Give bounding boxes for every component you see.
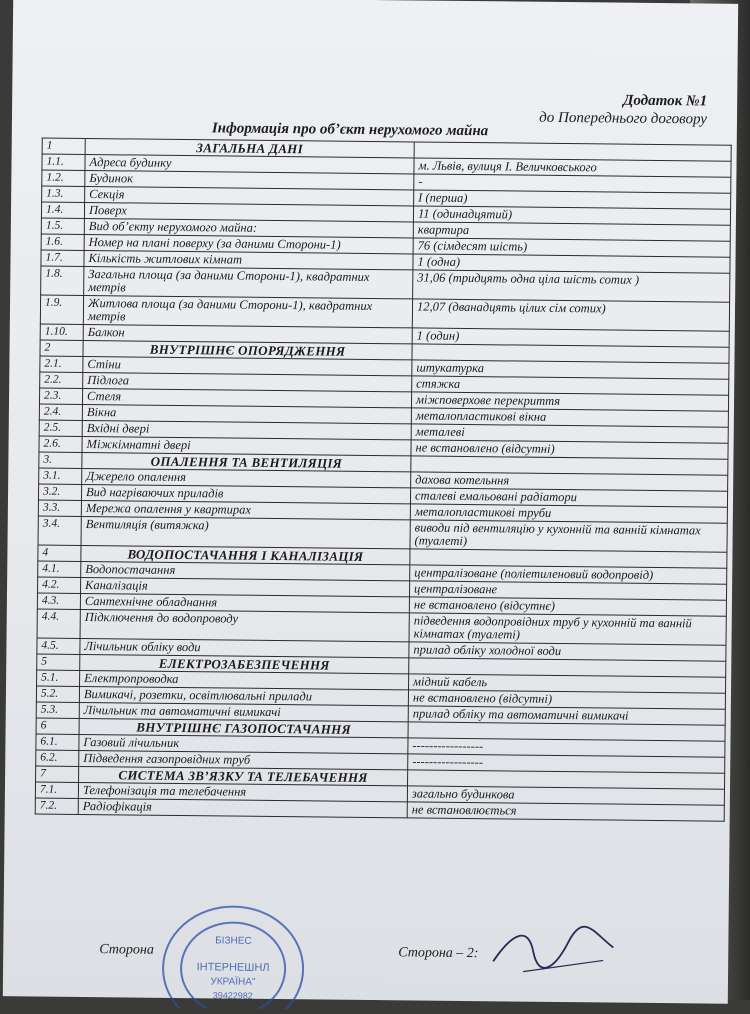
- section-number: 5: [37, 654, 80, 670]
- row-label: Підключення до водопроводу: [80, 609, 409, 641]
- row-value: 1 (один): [412, 328, 729, 347]
- row-number: 1.10.: [40, 324, 83, 340]
- row-value: 31,06 (тридцять одна ціла шість сотих ): [413, 270, 730, 302]
- row-value: стяжка: [412, 376, 729, 395]
- row-number: 4.1.: [38, 561, 81, 577]
- row-value: підведення водопровідних труб у кухонній та ванній кімнатах (туалеті): [409, 613, 726, 645]
- row-label: Підлога: [83, 372, 412, 391]
- row-label: Сантехнічне обладнання: [80, 593, 409, 612]
- row-value: 1 (одна): [413, 254, 730, 273]
- row-number: 1.6.: [41, 234, 84, 250]
- row-number: 7.2.: [35, 798, 78, 814]
- row-value: квартира: [413, 222, 730, 241]
- row-value: не встановлюється: [407, 802, 724, 821]
- row-number: 2.4.: [39, 404, 82, 420]
- row-number: 7.1.: [35, 782, 78, 798]
- party2-signature-label: Сторона – 2:: [398, 945, 479, 962]
- row-value: прилад обліку та автоматичні вимикачі: [408, 706, 725, 725]
- row-number: 2.5.: [39, 420, 82, 436]
- company-seal: [153, 898, 314, 1010]
- section-number: 4: [38, 545, 81, 561]
- row-number: 1.1.: [42, 154, 85, 170]
- row-number: 1.2.: [42, 170, 85, 186]
- row-number: 2.6.: [39, 436, 82, 452]
- row-number: 4.4.: [37, 609, 80, 638]
- row-number: 3.4.: [38, 516, 81, 545]
- row-label: Стеля: [82, 388, 411, 407]
- contract-reference: до Попереднього договору: [539, 109, 708, 128]
- row-number: 5.2.: [36, 686, 79, 702]
- section-number: 7: [36, 766, 79, 782]
- svg-text:39422982: 39422982: [212, 990, 253, 1001]
- row-number: 1.7.: [41, 250, 84, 266]
- row-number: 2.1.: [40, 356, 83, 372]
- row-label: Водопостачання: [81, 561, 410, 580]
- section-title: ЕЛЕКТРОЗАБЕЗПЕЧЕННЯ: [80, 654, 409, 673]
- section-title: СИСТЕМА ЗВ’ЯЗКУ ТА ТЕЛЕБАЧЕННЯ: [79, 766, 408, 785]
- row-label: Балкон: [83, 324, 412, 343]
- row-value: централізоване: [409, 581, 726, 600]
- row-label: Житлова площа (за даними Сторони-1), квадратних метрів: [83, 295, 412, 327]
- row-value: не встановлено (відсутнє): [409, 597, 726, 616]
- party1-signature-label: Сторона: [99, 942, 154, 958]
- row-label: Міжкімнатні двері: [82, 436, 411, 455]
- row-value: міжповерхове перекриття: [411, 392, 728, 411]
- row-number: 2.3.: [39, 388, 82, 404]
- row-value: -----------------: [408, 754, 725, 773]
- row-value: штукатурка: [412, 360, 729, 379]
- row-label: Секція: [85, 186, 414, 205]
- row-value: м. Львів, вулиця І. Величковського: [414, 158, 731, 177]
- row-number: 6.2.: [36, 750, 79, 766]
- row-label: Кількість житлових кімнат: [84, 250, 413, 269]
- row-value: -----------------: [408, 738, 725, 757]
- row-label: Стіни: [83, 356, 412, 375]
- svg-text:ІНТЕРНЕШНЛ: ІНТЕРНЕШНЛ: [196, 961, 270, 974]
- row-value: дахова котельння: [411, 472, 728, 491]
- row-label: Вікна: [82, 404, 411, 423]
- row-label: Джерело опалення: [82, 468, 411, 487]
- section-number: 3.: [39, 452, 82, 468]
- row-label: Підведення газопровідних труб: [79, 750, 408, 769]
- row-label: Лічильник обліку води: [80, 638, 409, 657]
- row-label: Номер на плані поверху (за даними Сторони-1): [84, 234, 413, 253]
- row-number: 1.3.: [42, 186, 85, 202]
- row-label: Вид нагріваючих приладів: [81, 484, 410, 503]
- row-label: Вид об’єкту нерухомого майна:: [84, 218, 413, 237]
- section-title: ОПАЛЕННЯ ТА ВЕНТИЛЯЦІЯ: [82, 452, 411, 471]
- row-value: виводи під вентиляцію у кухонній та ванній кімнатах (туалеті): [410, 520, 727, 552]
- row-label: Вентиляція (витяжка): [81, 516, 410, 548]
- section-number: 6: [36, 718, 79, 734]
- row-number: 3.2.: [38, 484, 81, 500]
- svg-text:БІЗНЕС: БІЗНЕС: [215, 935, 252, 947]
- row-label: Лічильник та автоматичні вимикачі: [79, 702, 408, 721]
- row-value: І (перша): [414, 190, 731, 209]
- row-value: 11 (одинадцятий): [413, 206, 730, 225]
- row-number: 3.1.: [39, 468, 82, 484]
- row-number: 5.1.: [37, 670, 80, 686]
- row-value: прилад обліку холодної води: [409, 642, 726, 661]
- row-value: не встановлено (відсутні): [411, 440, 728, 459]
- row-number: 1.5.: [41, 218, 84, 234]
- row-value: сталеві емальовані радіатори: [410, 488, 727, 507]
- page-title: Інформація про об’єкт нерухомого майна: [211, 120, 489, 140]
- property-info-table: [35, 138, 732, 822]
- row-label: Радіофікація: [78, 798, 407, 817]
- row-label: Телефонізація та телебачення: [78, 782, 407, 801]
- row-value: -: [414, 174, 731, 193]
- row-number: 3.3.: [38, 500, 81, 516]
- row-number: 6.1.: [36, 734, 79, 750]
- row-label: Мережа опалення у квартирах: [81, 500, 410, 519]
- row-value: металопластикові труби: [410, 504, 727, 523]
- row-number: 4.3.: [37, 593, 80, 609]
- row-number: 1.8.: [41, 266, 84, 295]
- svg-text:УКРАЇНА": УКРАЇНА": [210, 976, 256, 988]
- row-value: мідний кабель: [409, 674, 726, 693]
- row-number: 5.3.: [36, 702, 79, 718]
- row-number: 4.5.: [37, 638, 80, 654]
- row-label: Каналізація: [81, 577, 410, 596]
- table-body: [35, 138, 731, 821]
- row-number: 4.2.: [38, 577, 81, 593]
- appendix-heading: Додаток №1: [623, 92, 708, 110]
- row-label: Вхідні двері: [82, 420, 411, 439]
- section-title: ЗАГАЛЬНА ДАНІ: [85, 138, 414, 157]
- section-title: ВНУТРІШНЄ ГАЗОПОСТАЧАННЯ: [79, 718, 408, 737]
- row-value: металопластикові вікна: [411, 408, 728, 427]
- section-number: 2: [40, 340, 83, 356]
- row-number: 1.9.: [40, 295, 83, 324]
- row-value: централізоване (поліетиленовий водопровід): [410, 565, 727, 584]
- row-value: металеві: [411, 424, 728, 443]
- row-label: Поверх: [84, 202, 413, 221]
- row-value: не встановлено (відсутні): [408, 690, 725, 709]
- row-label: Електропроводка: [80, 670, 409, 689]
- row-number: 1.4.: [41, 202, 84, 218]
- row-label: Адреса будинку: [85, 154, 414, 173]
- row-label: Будинок: [85, 170, 414, 189]
- row-label: Вимикачі, розетки, освітлювальні прилади: [79, 686, 408, 705]
- handwritten-signature: [483, 921, 624, 982]
- row-number: 2.2.: [40, 372, 83, 388]
- row-value: 76 (сімдесят шість): [413, 238, 730, 257]
- document-page: [3, 0, 738, 1004]
- section-title: ВОДОПОСТАЧАННЯ І КАНАЛІЗАЦІЯ: [81, 545, 410, 564]
- row-label: Газовий лічильник: [79, 734, 408, 753]
- row-label: Загальна площа (за даними Сторони-1), квадратних метрів: [84, 266, 413, 298]
- section-title: ВНУТРІШНЄ ОПОРЯДЖЕННЯ: [83, 340, 412, 359]
- section-number: 1: [42, 138, 85, 154]
- row-value: загально будинкова: [407, 786, 724, 805]
- row-value: 12,07 (дванадцять цілих сім сотих): [412, 299, 729, 331]
